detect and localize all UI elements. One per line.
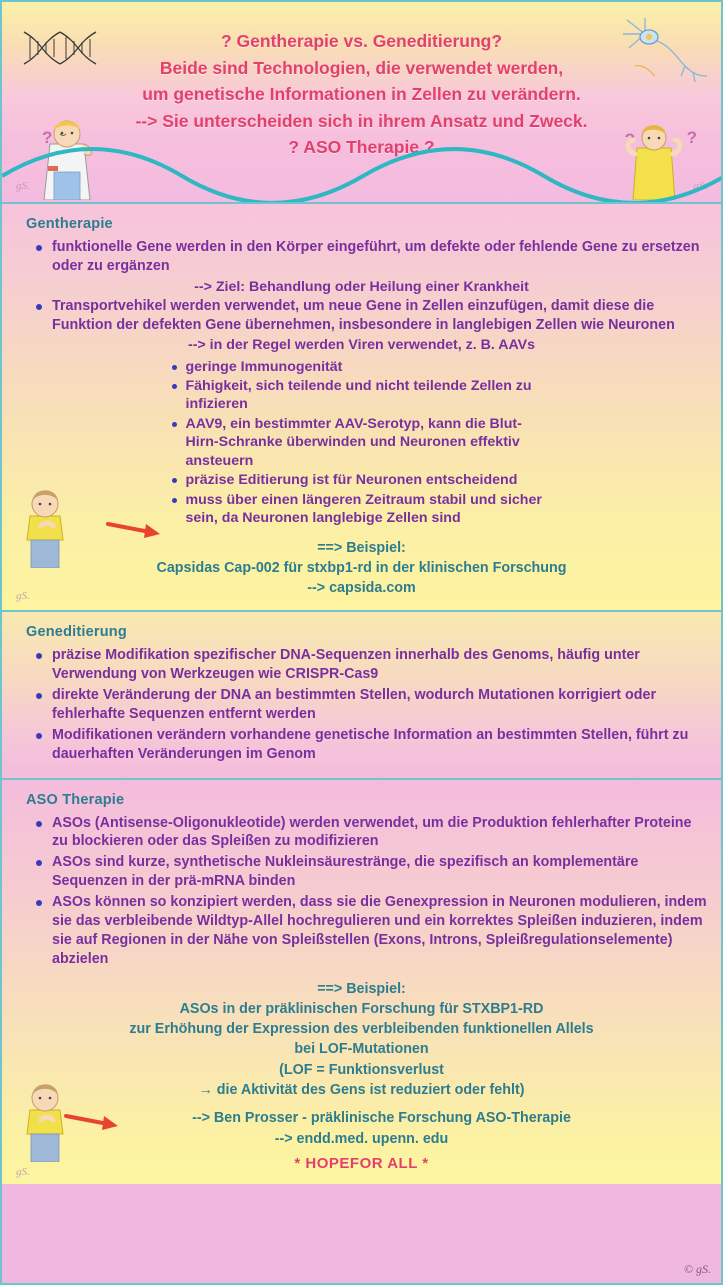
example-text-5: → die Aktivität des Gens ist reduziert oder fehlt) — [198, 1081, 525, 1098]
list-item: Fähigkeit, sich teilende und nicht teilende Zellen zu infizieren — [172, 377, 552, 414]
signature-left: gS. — [16, 180, 30, 192]
list-item: geringe Immunogenität — [172, 358, 552, 376]
example-text-1: ASOs in der präklinischen Forschung für STXBP1-RD — [179, 1000, 544, 1017]
signature-aso: gS. — [16, 1165, 30, 1178]
list-item: präzise Editierung ist für Neuronen entscheidend — [172, 471, 552, 489]
title-line-2: Beide sind Technologien, die verwendet werden, — [159, 57, 564, 78]
section-gentherapie — [2, 202, 721, 610]
neuron-cell-icon — [615, 14, 711, 90]
dna-helix-icon — [20, 28, 120, 68]
list-item: AAV9, ein bestimmter AAV-Serotyp, kann die Blut-Hirn-Schranke überwinden und Neuronen effektiv ansteuern — [172, 415, 552, 470]
copyright-notice: © gS. — [683, 1262, 711, 1276]
section-aso-therapie — [2, 778, 721, 1184]
bullet-list-gentherapie — [36, 238, 711, 276]
section-title-gentherapie: Gentherapie — [26, 216, 113, 232]
red-arrow-icon — [64, 1110, 126, 1132]
bullet-list-geneditierung — [36, 646, 711, 763]
list-item: funktionelle Gene werden in den Körper eingeführt, um defekte oder fehlende Gene zu ersetzen oder zu ergänzen — [36, 238, 711, 276]
title-line-3: um genetische Informationen in Zellen zu verändern. — [142, 84, 581, 105]
example-label: ==> Beispiel: — [317, 539, 406, 556]
list-item: ASOs (Antisense-Oligonukleotide) werden verwendet, um die Produktion fehlerhafter Proteine zu blockieren oder das Spleißen zu modifizieren — [36, 814, 711, 852]
red-arrow-icon — [106, 518, 168, 540]
researcher-link[interactable]: --> Ben Prosser - präklinische Forschung ASO-Therapie — [192, 1110, 571, 1127]
example-label: ==> Beispiel: — [317, 980, 406, 997]
list-item: direkte Veränderung der DNA an bestimmten Stellen, wodurch Mutationen korrigiert oder fehlerhafte Sequenzen entfernt werden — [36, 686, 711, 724]
list-item: präzise Modifikation spezifischer DNA-Sequenzen innerhalb des Genoms, häufig unter Verwendung von Werkzeugen wie CRISPR-Cas9 — [36, 646, 711, 684]
example-text-2: zur Erhöhung der Expression des verbleibenden funktionellen Allels — [129, 1021, 594, 1038]
list-item: muss über einen längeren Zeitraum stabil und sicher sein, da Neuronen langlebige Zellen sind — [172, 491, 552, 528]
title-line-5: ? ASO Therapie ? — [288, 137, 435, 158]
title-line-4: --> Sie unterscheiden sich in ihrem Ansatz und Zweck. — [135, 110, 588, 131]
example-gentherapie — [12, 538, 711, 599]
list-item: ASOs können so konzipiert werden, dass sie die Genexpression in Neuronen modulieren, indem sie das verbleibende Wildtyp-Allel hochregulieren und ein korrektes Spleißen induzieren, indem sie auf Regionen in der Nähe von Spleißstellen (Exons, Introns, Spleißregulationselemente) abzielen — [36, 893, 711, 968]
child-illustration — [14, 482, 76, 568]
note-goal: --> Ziel: Behandlung oder Heilung einer Krankheit — [194, 278, 529, 295]
bullet-list-aso — [36, 814, 711, 969]
footer-slogan: * HOPEFOR ALL * — [294, 1154, 429, 1172]
list-item: Modifikationen verändern vorhandene genetische Information an bestimmten Stellen, führt zu dauerhaften Veränderungen im Genom — [36, 726, 711, 764]
question-mark-icon: ? — [42, 128, 53, 147]
signature-right: gS. — [693, 180, 707, 192]
signature-gentherapie: gS. — [16, 590, 30, 603]
note-virus: --> in der Regel werden Viren verwendet, z. B. AAVs — [187, 337, 536, 354]
title-line-1: ? Gentherapie vs. Geneditierung? — [220, 31, 503, 51]
website-link[interactable]: --> endd.med. upenn. edu — [274, 1130, 449, 1147]
section-geneditierung — [2, 610, 721, 777]
page-title — [2, 2, 721, 161]
section-title-aso: ASO Therapie — [26, 791, 125, 808]
question-mark-icon: ? — [624, 130, 635, 149]
example-text-4: (LOF = Funktionsverlust — [279, 1061, 444, 1078]
example-link[interactable]: --> capsida.com — [307, 580, 416, 597]
example-text: Capsidas Cap-002 für stxbp1-rd in der klinischen Forschung — [156, 559, 567, 576]
sub-bullet-list-gentherapie — [172, 358, 552, 528]
list-item: ASOs sind kurze, synthetische Nukleinsäurestränge, die spezifisch an komplementäre Sequenzen in der prä-mRNA binden — [36, 853, 711, 891]
section-title-geneditierung: Geneditierung — [26, 624, 127, 641]
question-mark-icon: ? — [686, 128, 697, 147]
example-aso — [12, 979, 711, 1101]
list-item: Transportvehikel werden verwendet, um neue Gene in Zellen einzufügen, damit diese die Funktion der defekten Gene übernehmen, insbesondere in langlebigen Zellen wie Neuronen — [36, 297, 711, 335]
example-text-3: bei LOF-Mutationen — [294, 1041, 429, 1058]
bullet-list-gentherapie-2 — [36, 297, 711, 335]
wave-divider — [2, 146, 721, 202]
header-banner — [2, 2, 721, 202]
